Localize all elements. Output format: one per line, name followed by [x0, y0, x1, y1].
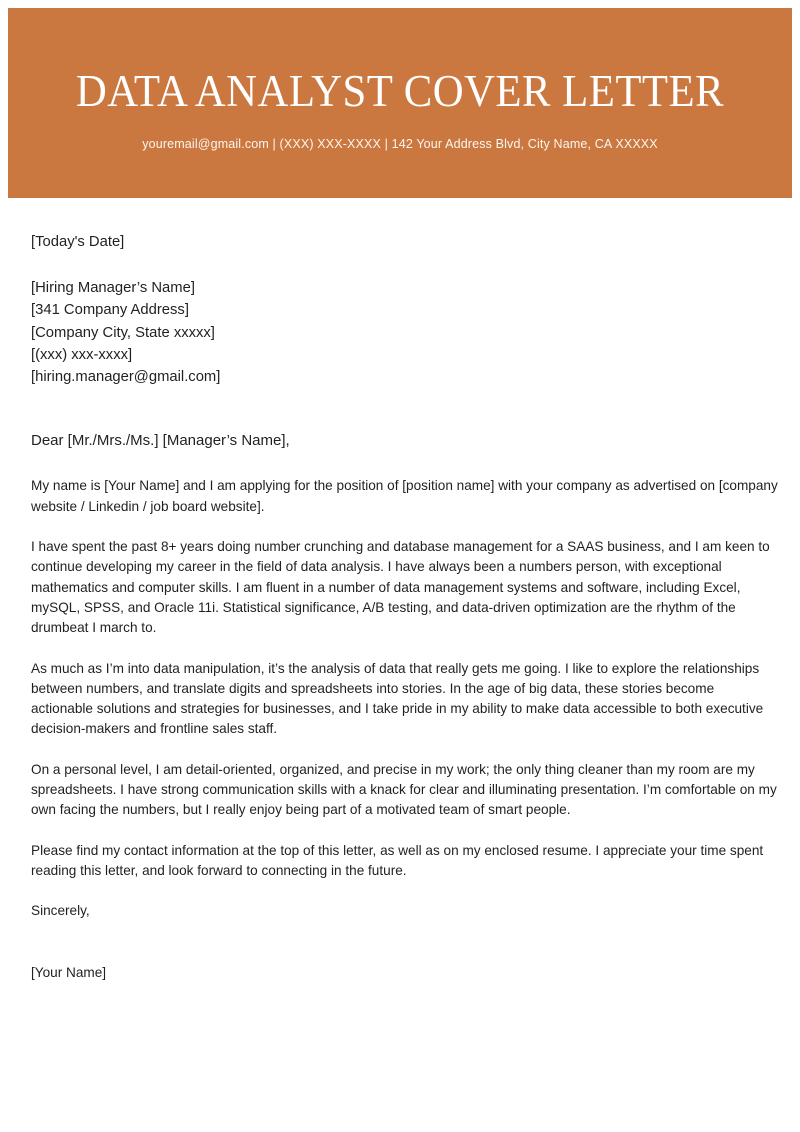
header-banner [8, 8, 792, 198]
letter-paragraph: Please find my contact information at the top of this letter, as well as on my enclosed resume. I appreciate your time spent reading this letter, and look forward to connecting in the future. [31, 842, 764, 878]
letter-paragraph: As much as I’m into data manipulation, it’s the analysis of data that really gets me going. I like to explore the relationships between numbers, and translate digits and spreadsheets into stories. In the age of big data, these stories become actionable solutions and strategies for businesses, and I take pride in my ability to make data accessible to both executive decision-makers and frontline sales staff. [31, 660, 764, 737]
letter-paragraph: On a personal level, I am detail-oriented, organized, and precise in my work; the only thing cleaner than my room are my spreadsheets. I have strong communication skills with a knack for clear and illuminating presentation. I’m comfortable on my own facing the numbers, but I really enjoy being part of a motivated team of smart people. [31, 761, 777, 818]
recipient-line: [Company City, State xxxxx] [31, 324, 215, 341]
letter-paragraphs [31, 476, 779, 881]
letter-body [31, 232, 779, 983]
recipient-line: [hiring.manager@gmail.com] [31, 369, 221, 386]
letter-paragraph: I have spent the past 8+ years doing number crunching and database management for a SAAS business, and I am keen to continue developing my career in the field of data analysis. I have always been a numbers person, with exceptional mathematics and computer skills. I am fluent in a number of data management systems and software, including Excel, mySQL, SPSS, and Oracle 11i. Statistical significance, A/B testing, and data-driven optimization are the rhythm of the drumbeat I march to. [31, 539, 770, 636]
recipient-line: [341 Company Address] [31, 302, 189, 319]
header-contact-line: youremail@gmail.com | (XXX) XXX-XXXX | 142 Your Address Blvd, City Name, CA XXXXX [142, 137, 658, 151]
recipient-line: [(xxx) xxx-xxxx] [31, 346, 133, 363]
page-title: DATA ANALYST COVER LETTER [75, 66, 725, 116]
recipient-line: [Hiring Manager’s Name] [31, 280, 195, 296]
recipient-address-block [31, 277, 779, 388]
salutation: Dear [Mr./Mrs./Ms.] [Manager’s Name], [31, 432, 290, 450]
date-line: [Today's Date] [31, 234, 125, 250]
letter-paragraph: My name is [Your Name] and I am applying for the position of [position name] with your company as advertised on [company website / Linkedin / job board website]. [31, 478, 778, 514]
closing-line: Sincerely, [31, 903, 90, 919]
signature-name: [Your Name] [31, 964, 107, 980]
